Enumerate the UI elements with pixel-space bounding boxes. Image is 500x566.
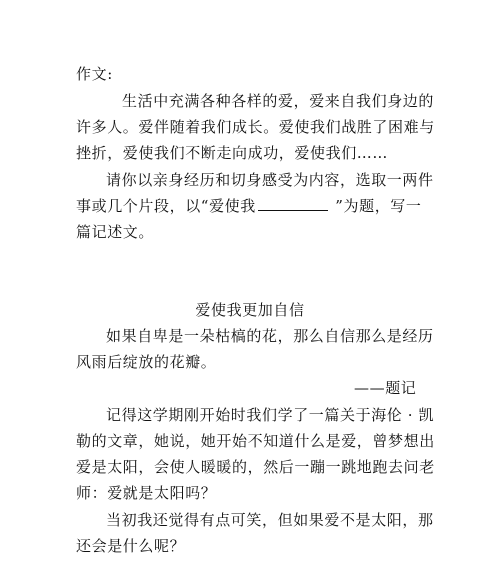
epigraph-line-1: 如果自卑是一朵枯槁的花，那么自信那么是经历 — [106, 327, 434, 345]
essay-body-line-1: 记得这学期刚开始时我们学了一篇关于海伦 · 凯 — [106, 406, 435, 424]
essay-body-line-5: 当初我还觉得有点可笑，但如果爱不是太阳，那 — [106, 511, 434, 529]
essay-body-line-6: 还会是什么呢？ — [76, 537, 186, 555]
epigraph-line-2: 风雨后绽放的花瓣。 — [76, 353, 217, 371]
prompt-paragraph-2-line-1: 请你以亲身经历和切身感受为内容，选取一两件 — [106, 171, 434, 189]
prompt-label: 作文: — [76, 65, 113, 83]
prompt-paragraph-2-line-2 — [76, 196, 422, 216]
essay-title: 爱使我更加自信 — [195, 301, 305, 319]
title-fill-blank — [258, 196, 328, 211]
prompt-paragraph-1-line-1: 生活中充满各种各样的爱，爱来自我们身边的 — [122, 92, 435, 110]
essay-body-line-2: 勒的文章，她说，她开始不知道什么是爱，曾梦想出 — [76, 432, 435, 450]
prompt-title-prefix: 事或几个片段，以“爱使我 — [76, 197, 256, 215]
epigraph-source: ——题记 — [354, 379, 417, 397]
prompt-paragraph-2-line-3: 篇记述文。 — [76, 223, 155, 241]
essay-body-line-3: 爱是太阳，会使人暖暖的，然后一蹦一跳地跑去问老 — [76, 458, 435, 476]
prompt-title-suffix: ”为题，写一 — [329, 197, 422, 215]
essay-body-line-4: 师：爱就是太阳吗？ — [76, 484, 217, 502]
prompt-paragraph-1-line-3: 挫折，爱使我们不断走向成功，爱使我们…… — [76, 144, 389, 162]
prompt-paragraph-1-line-2: 许多人。爱伴随着我们成长。爱使我们战胜了困难与 — [76, 118, 435, 136]
